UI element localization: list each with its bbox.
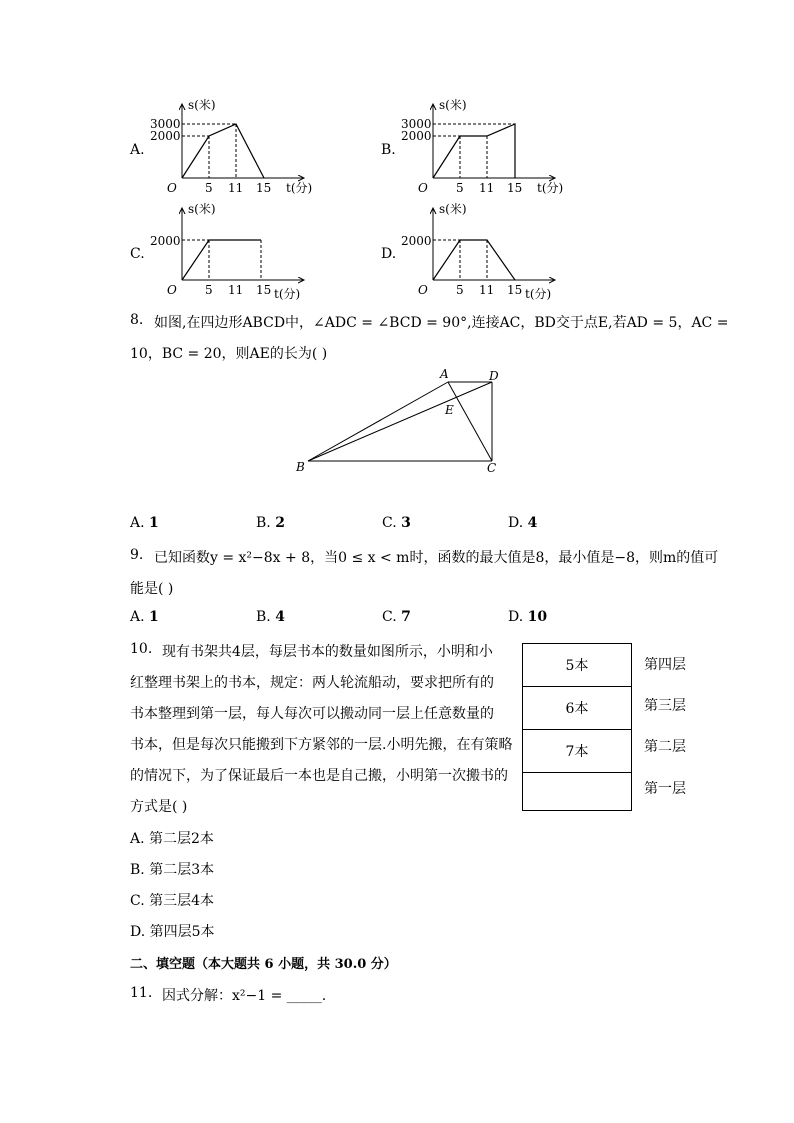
shelf-layer-label: 第四层 (644, 657, 686, 673)
question-text-line: 已知函数y = x²−8x + 8，当0 ≤ x < m时，函数的最大值是8，最小值是−8，则m的值可 (154, 550, 719, 566)
x-tick: 5 (456, 283, 464, 297)
x-tick: 15 (256, 283, 272, 297)
question-text-line: 的情况下，为了保证最后一本也是自己搬，小明第一次搬书的 (130, 768, 508, 784)
question-text-line: 因式分解：x²−1 = _____. (162, 988, 327, 1004)
choice-b[interactable]: B. 4 (256, 609, 285, 625)
question-text-line: 书本整理到第一层，每人每次可以搬动同一层上任意数量的 (130, 706, 494, 722)
question-text-line: 红整理书架上的书本，规定：两人轮流船动，要求把所有的 (130, 675, 494, 691)
choice-a[interactable]: A. 1 (130, 515, 159, 531)
shelf-cell: 6本 (523, 687, 631, 730)
question-text-line: 书本，但是每次只能搬到下方紧邻的一层.小明先搬，在有策略 (130, 737, 513, 753)
shelf-cell: 7本 (523, 730, 631, 773)
x-tick: 11 (228, 181, 244, 195)
question-number: 10. (130, 641, 153, 657)
y-axis-label: s(米) (439, 98, 467, 112)
shelf-cell (523, 773, 631, 810)
option-label: A. (130, 142, 145, 158)
choice-d[interactable]: D. 4 (508, 515, 538, 531)
shelf-layer-label: 第一层 (644, 781, 686, 797)
x-tick: 11 (479, 181, 495, 195)
question-text-line: 如图,在四边形ABCD中，∠ADC = ∠BCD = 90°,连接AC，BD交于点E,若AD = 5，AC = (154, 315, 729, 331)
section-heading: 二、填空题（本大题共 6 小题，共 30.0 分） (130, 957, 397, 972)
point-label-d: D (489, 369, 499, 383)
x-axis-label: t(分) (525, 287, 552, 301)
x-tick: 15 (507, 283, 523, 297)
choice-b[interactable]: B. 2 (256, 515, 285, 531)
origin-label: O (167, 181, 177, 195)
choice-a[interactable]: A. 第二层2本 (130, 831, 214, 847)
bookshelf-table (522, 643, 632, 811)
x-tick: 5 (205, 283, 213, 297)
y-tick: 2000 (401, 129, 432, 143)
choice-c[interactable]: C. 3 (382, 515, 411, 531)
x-axis-label: t(分) (286, 181, 313, 195)
option-label: C. (130, 246, 145, 262)
x-axis-label: t(分) (274, 287, 301, 301)
choice-c[interactable]: C. 7 (382, 609, 411, 625)
y-tick: 3000 (150, 117, 181, 131)
question-text-line: 现有书架共4层，每层书本的数量如图所示，小明和小 (162, 644, 493, 660)
choice-a[interactable]: A. 1 (130, 609, 159, 625)
point-label-b: B (296, 460, 305, 474)
distance-time-graph (401, 96, 605, 196)
distance-time-graph (150, 200, 354, 304)
x-tick: 15 (256, 181, 272, 195)
question-number: 11. (130, 985, 153, 1001)
question-text-line: 能是( ) (130, 581, 174, 597)
y-tick: 3000 (401, 117, 432, 131)
x-tick: 11 (228, 283, 244, 297)
x-tick: 5 (205, 181, 213, 195)
choice-c[interactable]: C. 第三层4本 (130, 893, 215, 909)
origin-label: O (167, 283, 177, 297)
choice-b[interactable]: B. 第二层3本 (130, 862, 215, 878)
choice-d[interactable]: D. 10 (508, 609, 548, 625)
quadrilateral-figure (290, 364, 510, 476)
point-label-c: C (487, 461, 497, 475)
y-tick: 2000 (150, 234, 181, 248)
option-label: B. (381, 142, 396, 158)
distance-time-graph (150, 96, 354, 196)
choice-d[interactable]: D. 第四层5本 (130, 924, 215, 940)
shelf-layer-label: 第二层 (644, 739, 686, 755)
point-label-e: E (445, 403, 454, 417)
y-tick: 2000 (401, 234, 432, 248)
y-tick: 2000 (150, 129, 181, 143)
y-axis-label: s(米) (188, 202, 216, 216)
y-axis-label: s(米) (188, 98, 216, 112)
distance-time-graph (401, 200, 605, 304)
question-number: 8. (130, 312, 144, 328)
x-axis-label: t(分) (537, 181, 564, 195)
point-label-a: A (440, 367, 449, 381)
shelf-layer-label: 第三层 (644, 698, 686, 714)
origin-label: O (418, 283, 428, 297)
question-number: 9. (130, 547, 144, 563)
question-text-line: 10，BC = 20，则AE的长为( ) (130, 346, 328, 362)
shelf-cell: 5本 (523, 644, 631, 687)
question-text-line: 方式是( ) (130, 799, 188, 815)
option-label: D. (381, 246, 397, 262)
x-tick: 5 (456, 181, 464, 195)
x-tick: 15 (507, 181, 523, 195)
origin-label: O (418, 181, 428, 195)
y-axis-label: s(米) (439, 202, 467, 216)
x-tick: 11 (479, 283, 495, 297)
